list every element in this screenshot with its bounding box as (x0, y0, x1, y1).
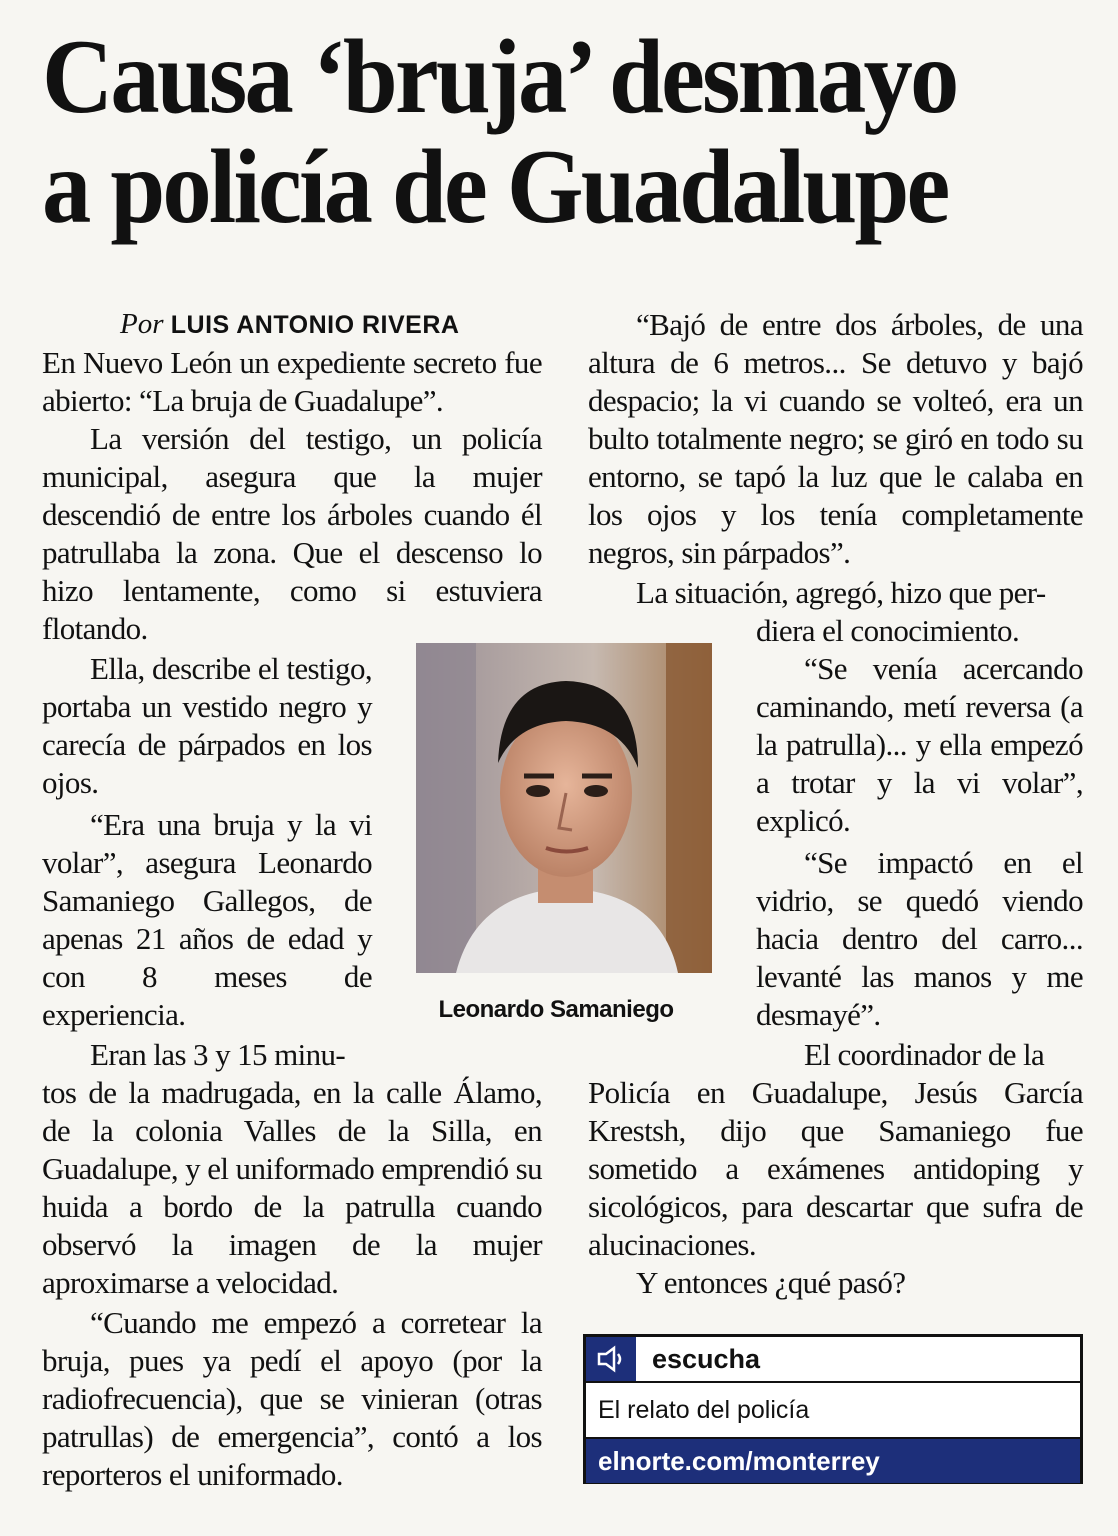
audio-box[interactable] (583, 1334, 1083, 1484)
headline-line-2: a policía de Guadalupe (42, 128, 948, 245)
col1-paragraph-6: “Cuando me empezó a corretear la bruja, pues ya pedí el apoyo (por la radiofrecuencia), que se vinieran (otras patrullas) de emergencia”, contó a los reporteros el uniformado. (42, 1305, 542, 1492)
photo-caption: Leonardo Samaniego (438, 996, 674, 1023)
audio-box-description[interactable]: El relato del policía (586, 1383, 1080, 1439)
headline (42, 18, 1019, 245)
portrait-photo (416, 643, 712, 973)
byline-prefix: Por (120, 308, 164, 340)
audio-box-title: escucha (652, 1343, 761, 1374)
col1-paragraph-5-rest: tos de la madrugada, en la calle Álamo, de la colonia Valles de la Silla, en Guadalupe, y el uniformado emprendió su huida a bordo de la patrulla cuando observó la imagen de la mujer aproximarse a velocidad. (42, 1075, 543, 1300)
col2-paragraph-5-rest: Policía en Guadalupe, Jesús García Krestsh, dijo que Samaniego fue sometido a exámenes antidoping y sicológicos, para descartar que sufra de alucinaciones. (588, 1075, 1083, 1262)
col2-paragraph-5-start: El coordinador de la (804, 1037, 1045, 1072)
portrait-illustration (416, 643, 712, 973)
byline-author: LUIS ANTONIO RIVERA (170, 311, 460, 339)
col2-paragraph-2-rest: diera el conocimiento. (756, 613, 1020, 648)
col1-paragraph-5-start: Eran las 3 y 15 minu- (90, 1037, 346, 1072)
audio-box-header (586, 1337, 1080, 1383)
col1-paragraph-4: “Era una bruja y la vi volar”, asegura Leonardo Samaniego Gallegos, de apenas 21 años de edad y con 8 meses de experiencia. (42, 807, 372, 1032)
col2-paragraph-1: “Bajó de entre dos árboles, de una altura de 6 metros... Se detuvo y bajó despacio; la vi cuando se volteó, era un bulto totalmente negro; se giró en todo su entorno, se tapó la luz que le calaba en los ojos y los tenía completamente negros, sin párpados”. (588, 307, 1083, 570)
col1-paragraph-1: En Nuevo León un expediente secreto fue abierto: “La bruja de Guadalupe”. (42, 345, 542, 418)
audio-box-link[interactable]: elnorte.com/monterrey (586, 1439, 1080, 1483)
col2-paragraph-4: “Se impactó en el vidrio, se quedó viendo hacia dentro del carro... levanté las manos y me desmayé”. (756, 845, 1083, 1032)
headline-line-1: Causa ‘bruja’ desmayo (42, 18, 957, 135)
col2-paragraph-6: Y entonces ¿qué pasó? (636, 1265, 906, 1300)
col2-paragraph-3: “Se venía acercando caminando, metí reversa (a la patrulla)... y ella empezó a trotar y la vi volar”, explicó. (756, 651, 1083, 838)
col1-paragraph-2: La versión del testigo, un policía municipal, asegura que la mujer descendió de entre los árboles cuando él patrullaba la zona. Que el descenso lo hizo lentamente, como si estuviera flotando. (42, 421, 542, 646)
col1-paragraph-3: Ella, describe el testigo, portaba un vestido negro y carecía de párpados en los ojos. (42, 651, 372, 800)
col2-paragraph-2-start: La situación, agregó, hizo que per- (636, 575, 1046, 610)
speaker-icon (586, 1337, 636, 1381)
byline (120, 308, 459, 341)
